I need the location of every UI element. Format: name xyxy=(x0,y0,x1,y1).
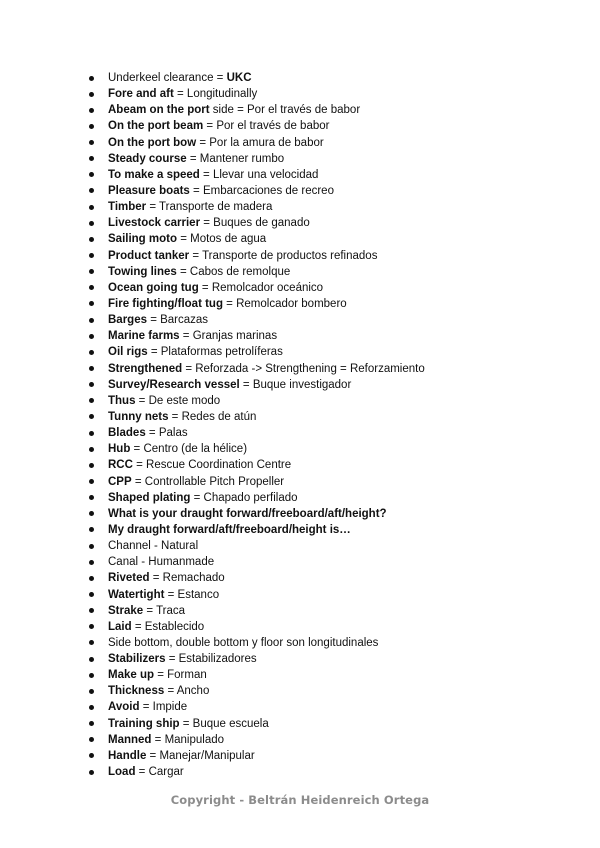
glossary-definition: Traca xyxy=(156,604,186,617)
term-separator: = xyxy=(176,265,190,278)
glossary-term: On the port bow xyxy=(108,136,197,149)
list-item xyxy=(86,635,546,651)
term-separator: = xyxy=(131,620,145,633)
list-item xyxy=(86,570,546,586)
term-separator: = xyxy=(173,88,187,101)
term-separator: = xyxy=(132,459,147,472)
list-item xyxy=(86,522,546,538)
bullet-icon xyxy=(89,205,94,210)
term-separator: = xyxy=(177,233,191,246)
bullet-icon xyxy=(89,221,94,226)
bullet-icon xyxy=(89,76,94,81)
bullet-icon xyxy=(89,124,94,129)
glossary-definition: Transporte de productos refinados xyxy=(202,249,378,262)
glossary-term: Hub xyxy=(108,443,131,456)
glossary-term: Fire fighting/float tug xyxy=(108,297,223,310)
bullet-icon xyxy=(89,285,94,290)
list-item xyxy=(86,312,546,328)
glossary-term: Sailing moto xyxy=(108,233,177,246)
bullet-icon xyxy=(89,511,94,516)
list-item xyxy=(86,86,546,102)
term-separator: = xyxy=(131,475,145,488)
glossary-definition: Impide xyxy=(152,701,188,714)
term-separator: = xyxy=(147,314,161,327)
glossary-definition: Estabilizadores xyxy=(178,653,257,666)
bullet-icon xyxy=(89,592,94,597)
term-separator: = xyxy=(151,733,165,746)
glossary-definition: side = Por el través de babor xyxy=(212,104,361,117)
term-separator: = xyxy=(130,443,144,456)
glossary-definition: Cabos de remolque xyxy=(189,265,291,278)
list-item xyxy=(86,215,546,231)
term-separator: = xyxy=(239,378,253,391)
glossary-term: Blades xyxy=(108,427,146,440)
list-item xyxy=(86,683,546,699)
glossary-term: Livestock carrier xyxy=(108,217,201,230)
glossary-term: On the port beam xyxy=(108,120,204,133)
bullet-icon xyxy=(89,140,94,145)
glossary-definition: Reforzada -> Strengthening = Reforzamiento xyxy=(195,362,425,375)
glossary-term: Manned xyxy=(108,733,152,746)
bullet-icon xyxy=(89,640,94,645)
glossary-definition: Chapado perfilado xyxy=(203,491,298,504)
glossary-definition: Underkeel clearance = xyxy=(108,72,227,84)
term-separator: = xyxy=(189,249,203,262)
list-item xyxy=(86,328,546,344)
term-separator: = xyxy=(199,168,213,181)
glossary-term: Make up xyxy=(108,669,155,682)
glossary-term: CPP xyxy=(108,475,132,488)
term-separator: = xyxy=(189,184,203,197)
list-item xyxy=(86,102,546,118)
bullet-icon xyxy=(89,108,94,113)
glossary-term: Barges xyxy=(108,314,147,327)
bullet-icon xyxy=(89,156,94,161)
term-separator: = xyxy=(222,297,237,310)
glossary-definition: Forman xyxy=(167,669,207,682)
glossary-definition: Granjas marinas xyxy=(192,330,278,343)
term-separator: = xyxy=(147,346,161,359)
glossary-term: Handle xyxy=(108,749,147,762)
term-separator: = xyxy=(179,717,193,730)
glossary-term: Survey/Research vessel xyxy=(108,378,240,391)
bullet-icon xyxy=(89,689,94,694)
glossary-definition: Embarcaciones de recreo xyxy=(202,184,334,197)
glossary-term: Riveted xyxy=(108,572,150,585)
glossary-definition: Controllable Pitch Propeller xyxy=(144,475,285,488)
glossary-term: To make a speed xyxy=(108,168,200,181)
list-item xyxy=(86,264,546,280)
bullet-icon xyxy=(89,705,94,710)
bullet-icon xyxy=(89,350,94,355)
glossary-definition: Cargar xyxy=(148,766,184,779)
bullet-icon xyxy=(89,495,94,500)
term-separator: = xyxy=(165,653,179,666)
glossary-definition: Buque escuela xyxy=(192,717,269,730)
list-item xyxy=(86,764,546,780)
glossary-term: Thickness xyxy=(108,685,165,698)
glossary-term: Thus xyxy=(108,394,136,407)
list-item xyxy=(86,118,546,134)
glossary-definition: Motos de agua xyxy=(190,233,267,246)
glossary-term: Product tanker xyxy=(108,249,190,262)
glossary-definition: Buques de ganado xyxy=(213,217,310,230)
glossary-definition: Redes de atún xyxy=(181,410,257,423)
glossary-definition: Establecido xyxy=(144,620,205,633)
list-item xyxy=(86,70,546,86)
list-item xyxy=(86,506,546,522)
list-item xyxy=(86,135,546,151)
term-separator: = xyxy=(196,136,210,149)
glossary-definition: Por la amura de babor xyxy=(209,136,324,149)
list-item xyxy=(86,554,546,570)
glossary-definition: Mantener rumbo xyxy=(199,152,285,165)
list-item xyxy=(86,199,546,215)
glossary-definition: Remachado xyxy=(162,572,225,585)
list-item xyxy=(86,248,546,264)
bullet-icon xyxy=(89,366,94,371)
term-separator: = xyxy=(146,201,160,214)
list-item xyxy=(86,619,546,635)
list-item xyxy=(86,344,546,360)
list-item xyxy=(86,699,546,715)
glossary-term: Steady course xyxy=(108,152,187,165)
glossary-definition: Centro (de la hélice) xyxy=(143,443,248,456)
term-separator: = xyxy=(145,427,159,440)
bullet-icon xyxy=(89,237,94,242)
bullet-icon xyxy=(89,447,94,452)
list-item xyxy=(86,231,546,247)
term-separator: = xyxy=(135,394,149,407)
glossary-definition: Por el través de babor xyxy=(216,120,330,133)
list-item xyxy=(86,167,546,183)
footer-copyright: Copyright - Beltrán Heidenreich Ortega xyxy=(170,793,430,807)
glossary-definition: Transporte de madera xyxy=(159,201,273,214)
term-separator: = xyxy=(164,685,177,698)
term-separator: = xyxy=(190,491,204,504)
glossary-term: Timber xyxy=(108,201,147,214)
glossary-definition: Side bottom, double bottom y floor son longitudinales xyxy=(108,636,379,649)
glossary-term: My draught forward/aft/freeboard/height is… xyxy=(108,523,351,536)
glossary-definition: Plataformas petrolíferas xyxy=(160,346,283,359)
list-item xyxy=(86,538,546,554)
bullet-icon xyxy=(89,463,94,468)
bullet-icon xyxy=(89,657,94,662)
glossary-term: Strengthened xyxy=(108,362,183,375)
glossary-term: Shaped plating xyxy=(108,491,191,504)
list-item xyxy=(86,748,546,764)
list-item xyxy=(86,296,546,312)
glossary-term: What is your draught forward/freeboard/aft/height? xyxy=(108,507,387,520)
term-separator: = xyxy=(203,120,217,133)
bullet-icon xyxy=(89,560,94,565)
list-item xyxy=(86,441,546,457)
bullet-icon xyxy=(89,269,94,274)
glossary-term: Avoid xyxy=(108,701,140,714)
glossary-term: Strake xyxy=(108,604,144,617)
glossary-definition: Llevar una velocidad xyxy=(212,168,319,181)
bullet-icon xyxy=(89,414,94,419)
term-separator: = xyxy=(198,281,212,294)
glossary-definition: Remolcador oceánico xyxy=(211,281,324,294)
list-item xyxy=(86,667,546,683)
term-separator: = xyxy=(179,330,193,343)
glossary-term: Load xyxy=(108,766,136,779)
glossary-term: Pleasure boats xyxy=(108,184,190,197)
list-item xyxy=(86,409,546,425)
list-item xyxy=(86,361,546,377)
list-item xyxy=(86,377,546,393)
glossary-term: Marine farms xyxy=(108,330,180,343)
bullet-icon xyxy=(89,608,94,613)
glossary-definition: Channel - Natural xyxy=(108,540,199,553)
glossary-definition: Rescue Coordination Centre xyxy=(146,459,292,472)
glossary-term: Watertight xyxy=(108,588,165,601)
list-item xyxy=(86,732,546,748)
bullet-icon xyxy=(89,253,94,258)
list-item xyxy=(86,603,546,619)
bullet-icon xyxy=(89,624,94,629)
bullet-icon xyxy=(89,770,94,775)
list-item xyxy=(86,151,546,167)
glossary-definition: Buque investigador xyxy=(252,378,352,391)
glossary-definition: Canal - Humanmade xyxy=(108,556,215,569)
glossary-definition: Estanco xyxy=(177,588,220,601)
glossary-definition: Longitudinally xyxy=(186,88,258,101)
bullet-icon xyxy=(89,301,94,306)
glossary-definition: De este modo xyxy=(148,394,221,407)
glossary-term: Tunny nets xyxy=(108,410,169,423)
bullet-icon xyxy=(89,382,94,387)
glossary-term: Fore and aft xyxy=(108,88,174,101)
list-item xyxy=(86,490,546,506)
bullet-icon xyxy=(89,172,94,177)
glossary-term: Towing lines xyxy=(108,265,177,278)
glossary-definition: Manipulado xyxy=(164,733,225,746)
glossary-definition: Barcazas xyxy=(160,314,209,327)
bullet-icon xyxy=(89,673,94,678)
list-item xyxy=(86,425,546,441)
glossary-term: Abeam on the port xyxy=(108,104,210,117)
term-separator: = xyxy=(154,669,168,682)
bullet-icon xyxy=(89,188,94,193)
term-separator: = xyxy=(143,604,157,617)
list-item xyxy=(86,393,546,409)
list-item xyxy=(86,280,546,296)
term-separator: = xyxy=(200,217,214,230)
term-separator: = xyxy=(182,362,196,375)
bullet-icon xyxy=(89,334,94,339)
list-item xyxy=(86,587,546,603)
bullet-icon xyxy=(89,318,94,323)
list-item xyxy=(86,457,546,473)
bullet-icon xyxy=(89,753,94,758)
list-item xyxy=(86,474,546,490)
bullet-icon xyxy=(89,92,94,97)
glossary-term: Laid xyxy=(108,620,132,633)
glossary-definition: Palas xyxy=(158,427,188,440)
glossary-abbreviation: UKC xyxy=(226,72,252,84)
glossary-definition: Ancho xyxy=(176,685,210,698)
list-item xyxy=(86,651,546,667)
term-separator: = xyxy=(186,152,200,165)
glossary-term: Ocean going tug xyxy=(108,281,199,294)
bullet-icon xyxy=(89,398,94,403)
term-separator: = xyxy=(168,410,182,423)
bullet-icon xyxy=(89,721,94,726)
list-item xyxy=(86,183,546,199)
glossary-term: Training ship xyxy=(108,717,180,730)
bullet-icon xyxy=(89,576,94,581)
term-separator: = xyxy=(164,588,178,601)
glossary-list xyxy=(86,70,546,780)
term-separator: = xyxy=(135,766,149,779)
glossary-term: Stabilizers xyxy=(108,653,166,666)
term-separator: = xyxy=(146,749,160,762)
glossary-definition: Manejar/Manipular xyxy=(159,749,255,762)
bullet-icon xyxy=(89,479,94,484)
term-separator: = xyxy=(149,572,163,585)
glossary-term: Oil rigs xyxy=(108,346,148,359)
bullet-icon xyxy=(89,527,94,532)
glossary-term: RCC xyxy=(108,459,133,472)
term-separator: = xyxy=(139,701,153,714)
bullet-icon xyxy=(89,544,94,549)
list-item xyxy=(86,716,546,732)
bullet-icon xyxy=(89,737,94,742)
glossary-definition: Remolcador bombero xyxy=(236,297,347,310)
bullet-icon xyxy=(89,431,94,436)
